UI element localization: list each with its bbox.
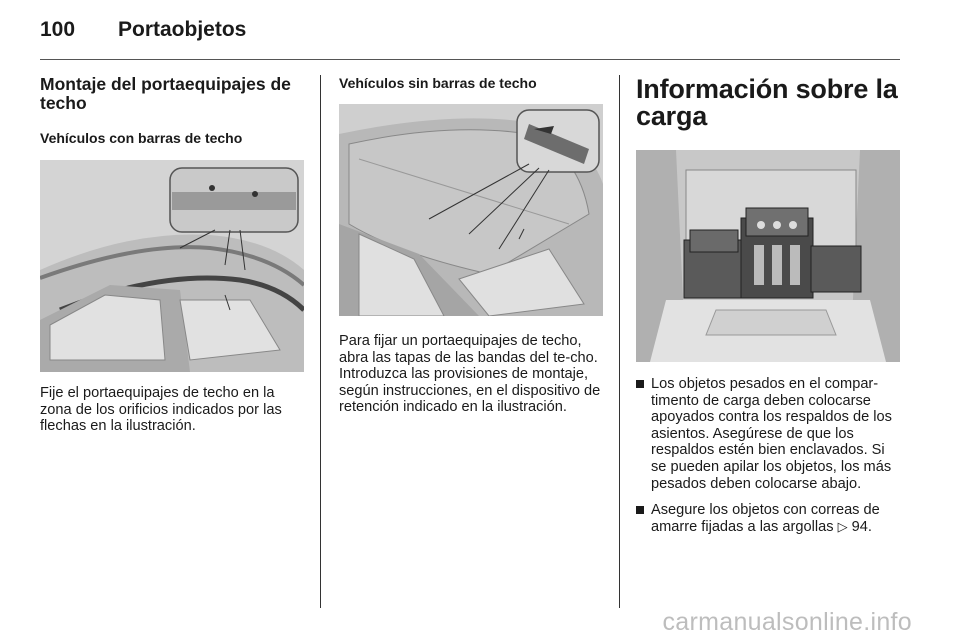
column-no-rails-text — [339, 333, 603, 416]
column-divider-2 — [619, 75, 620, 608]
list-item: Asegure los objetos con correas de amarre fijadas a las argollas ▷ 94. — [636, 502, 900, 535]
section-title: Portaobjetos — [118, 18, 247, 41]
header-divider — [40, 59, 900, 60]
bullet-square-icon — [636, 506, 644, 514]
cargo-area-illustration — [636, 150, 900, 362]
page-number: 100 — [40, 18, 76, 41]
load-info-list — [636, 376, 900, 535]
column-roof-rack — [40, 75, 304, 147]
with-rails-subheading: Vehículos con barras de techo — [40, 130, 243, 146]
without-rails-subheading: Vehículos sin barras de techo — [339, 75, 537, 91]
roof-rack-heading: Montaje del portaequipajes de techo — [40, 74, 291, 113]
load-info-heading: Información sobre la carga — [636, 74, 898, 131]
column-load-info — [636, 76, 900, 130]
column-roof-rack-text — [40, 385, 304, 435]
roof-no-rails-illustration — [339, 104, 603, 316]
bullet-square-icon — [636, 380, 644, 388]
xref-link[interactable]: 94. — [851, 518, 872, 535]
triangle-right-icon: ▷ — [837, 518, 848, 534]
list-item: Los objetos pesados en el compar-timento de carga deben colocarse apoyados contra los respaldos de los asientos. Asegúrese de que los respaldos estén bien enclavados. Si se pueden apilar los objetos, los más pesados deben colocarse abajo. — [636, 376, 900, 492]
watermark: carmanualsonline.info — [662, 608, 912, 636]
roof-rails-illustration — [40, 160, 304, 372]
roof-rack-body: Fije el portaequipajes de techo en la zona de los orificios indicados por las flechas en la ilustración. — [40, 385, 282, 435]
column-divider-1 — [320, 75, 321, 608]
no-rails-body: Para fijar un portaequipajes de techo, abra las tapas de las bandas del te-cho. Introduzca las provisiones de montaje, según instrucciones, en el dispositivo de retención indicado en la ilustración. — [339, 333, 601, 416]
column-no-rails — [339, 75, 603, 92]
page-header — [40, 18, 246, 48]
load-info-list-container — [636, 376, 900, 545]
